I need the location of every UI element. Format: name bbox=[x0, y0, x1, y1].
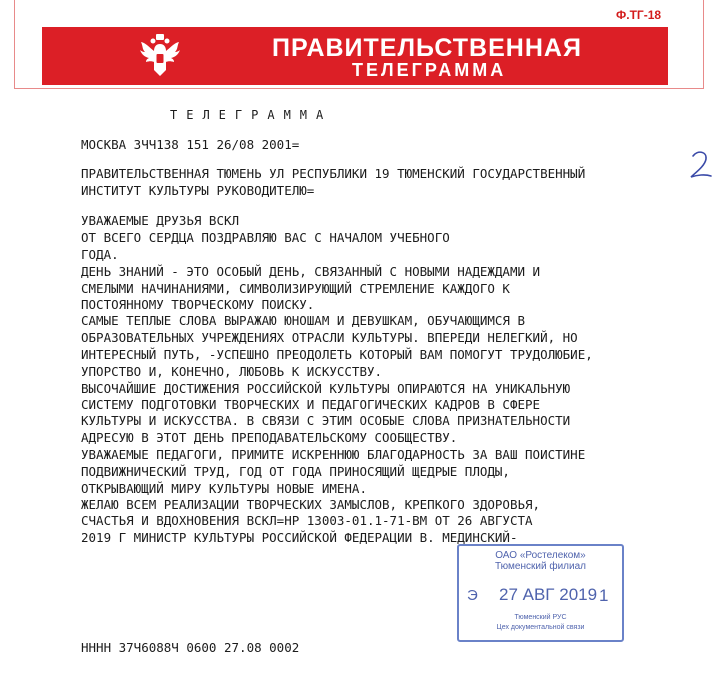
form-subtitle: ТЕЛЕГРАММА bbox=[352, 60, 507, 80]
body-line: ГОДА. bbox=[81, 247, 119, 262]
body-line: УВАЖАЕМЫЕ ПЕДАГОГИ, ПРИМИТЕ ИСКРЕННЮЮ БЛАГОДАРНОСТЬ ЗА ВАШ ПОИСТИНЕ bbox=[81, 447, 586, 462]
body-line: УВАЖАЕМЫЕ ДРУЗЬЯ ВСКЛ bbox=[81, 213, 240, 228]
form-code: Ф.ТГ-18 bbox=[616, 8, 662, 22]
form-banner bbox=[42, 27, 668, 85]
post-office-stamp bbox=[457, 544, 624, 642]
stamp-right-mark: 1 bbox=[599, 586, 609, 605]
body-line: 2019 Г МИНИСТР КУЛЬТУРЫ РОССИЙСКОЙ ФЕДЕРАЦИИ В. МЕДИНСКИЙ- bbox=[81, 530, 518, 545]
double-headed-eagle-emblem-icon bbox=[134, 30, 186, 82]
body-line: САМЫЕ ТЕПЛЫЕ СЛОВА ВЫРАЖАЮ ЮНОШАМ И ДЕВУШКАМ, ОБУЧАЮЩИМСЯ В bbox=[81, 313, 526, 328]
body-line: ДЕНЬ ЗНАНИЙ - ЭТО ОСОБЫЙ ДЕНЬ, СВЯЗАННЫЙ С НОВЫМИ НАДЕЖДАМИ И bbox=[81, 264, 541, 279]
stamp-office: Тюменский РУС bbox=[514, 614, 567, 621]
body-line: УПОРСТВО И, КОНЕЧНО, ЛЮБОВЬ К ИСКУССТВУ. bbox=[81, 364, 383, 379]
telegram-footer-line: НННН 37Ч6088Ч 0600 27.08 0002 bbox=[81, 640, 300, 655]
body-line: ПОСТОЯННОМУ ТВОРЧЕСКОМУ ПОИСКУ. bbox=[81, 297, 315, 312]
body-line: АДРЕСУЮ В ЭТОТ ДЕНЬ ПРЕПОДАВАТЕЛЬСКОМУ СООБЩЕСТВУ. bbox=[81, 430, 458, 445]
telegram-header-line: МОСКВА 3ЧЧ138 151 26/08 2001= bbox=[81, 137, 300, 152]
body-line: ИНТЕРЕСНЫЙ ПУТЬ, -УСПЕШНО ПРЕОДОЛЕТЬ КОТОРЫЙ ВАМ ПОМОГУТ ТРУДОЛЮБИЕ, bbox=[81, 347, 593, 362]
body-line: ОБРАЗОВАТЕЛЬНЫХ УЧРЕЖДЕНИЯХ ОТРАСЛИ КУЛЬТУРЫ. ВПЕРЕДИ НЕЛЕГКИЙ, НО bbox=[81, 330, 578, 345]
stamp-department: Цех документальной связи bbox=[496, 624, 585, 631]
body-line: ОТКРЫВАЮЩИЙ МИРУ КУЛЬТУРЫ НОВЫЕ ИМЕНА. bbox=[81, 481, 367, 496]
handwritten-mark-icon bbox=[685, 146, 715, 182]
body-line: ПОДВИЖНИЧЕСКИЙ ТРУД, ГОД ОТ ГОДА ПРИНОСЯЩИЙ ЩЕДРЫЕ ПЛОДЫ, bbox=[81, 464, 510, 479]
body-line: СМЕЛЫМИ НАЧИНАНИЯМИ, СИМВОЛИЗИРУЮЩИЙ СТРЕМЛЕНИЕ КАЖДОГО К bbox=[81, 281, 510, 296]
stamp-organization: ОАО «Ростелеком» bbox=[495, 550, 586, 561]
address-line: ИНСТИТУТ КУЛЬТУРЫ РУКОВОДИТЕЛЮ= bbox=[81, 183, 315, 198]
stamp-left-mark: Э bbox=[467, 587, 478, 604]
body-line: КУЛЬТУРЫ И ИСКУССТВА. В СВЯЗИ С ЭТИМ ОСОБЫЕ СЛОВА ПРИЗНАТЕЛЬНОСТИ bbox=[81, 413, 571, 428]
stamp-date: 27 АВГ 2019 bbox=[499, 585, 598, 604]
body-line: СЧАСТЬЯ И ВДОХНОВЕНИЯ ВСКЛ=НР 13003-01.1-71-ВМ ОТ 26 АВГУСТА bbox=[81, 513, 533, 528]
body-line: ЖЕЛАЮ ВСЕМ РЕАЛИЗАЦИИ ТВОРЧЕСКИХ ЗАМЫСЛОВ, КРЕПКОГО ЗДОРОВЬЯ, bbox=[81, 497, 541, 512]
body-line: ВЫСОЧАЙШИЕ ДОСТИЖЕНИЯ РОССИЙСКОЙ КУЛЬТУРЫ ОПИРАЮТСЯ НА УНИКАЛЬНУЮ bbox=[81, 381, 571, 396]
body-line: СИСТЕМУ ПОДГОТОВКИ ТВОРЧЕСКИХ И ПЕДАГОГИЧЕСКИХ КАДРОВ В СФЕРЕ bbox=[81, 397, 541, 412]
form-title: ПРАВИТЕЛЬСТВЕННАЯ bbox=[272, 34, 582, 62]
telegram-heading: ТЕЛЕГРАММА bbox=[170, 108, 333, 122]
stamp-branch: Тюменский филиал bbox=[495, 561, 586, 572]
address-line: ПРАВИТЕЛЬСТВЕННАЯ ТЮМЕНЬ УЛ РЕСПУБЛИКИ 19 ТЮМЕНСКИЙ ГОСУДАРСТВЕННЫЙ bbox=[81, 166, 586, 181]
body-line: ОТ ВСЕГО СЕРДЦА ПОЗДРАВЛЯЮ ВАС С НАЧАЛОМ УЧЕБНОГО bbox=[81, 230, 450, 245]
